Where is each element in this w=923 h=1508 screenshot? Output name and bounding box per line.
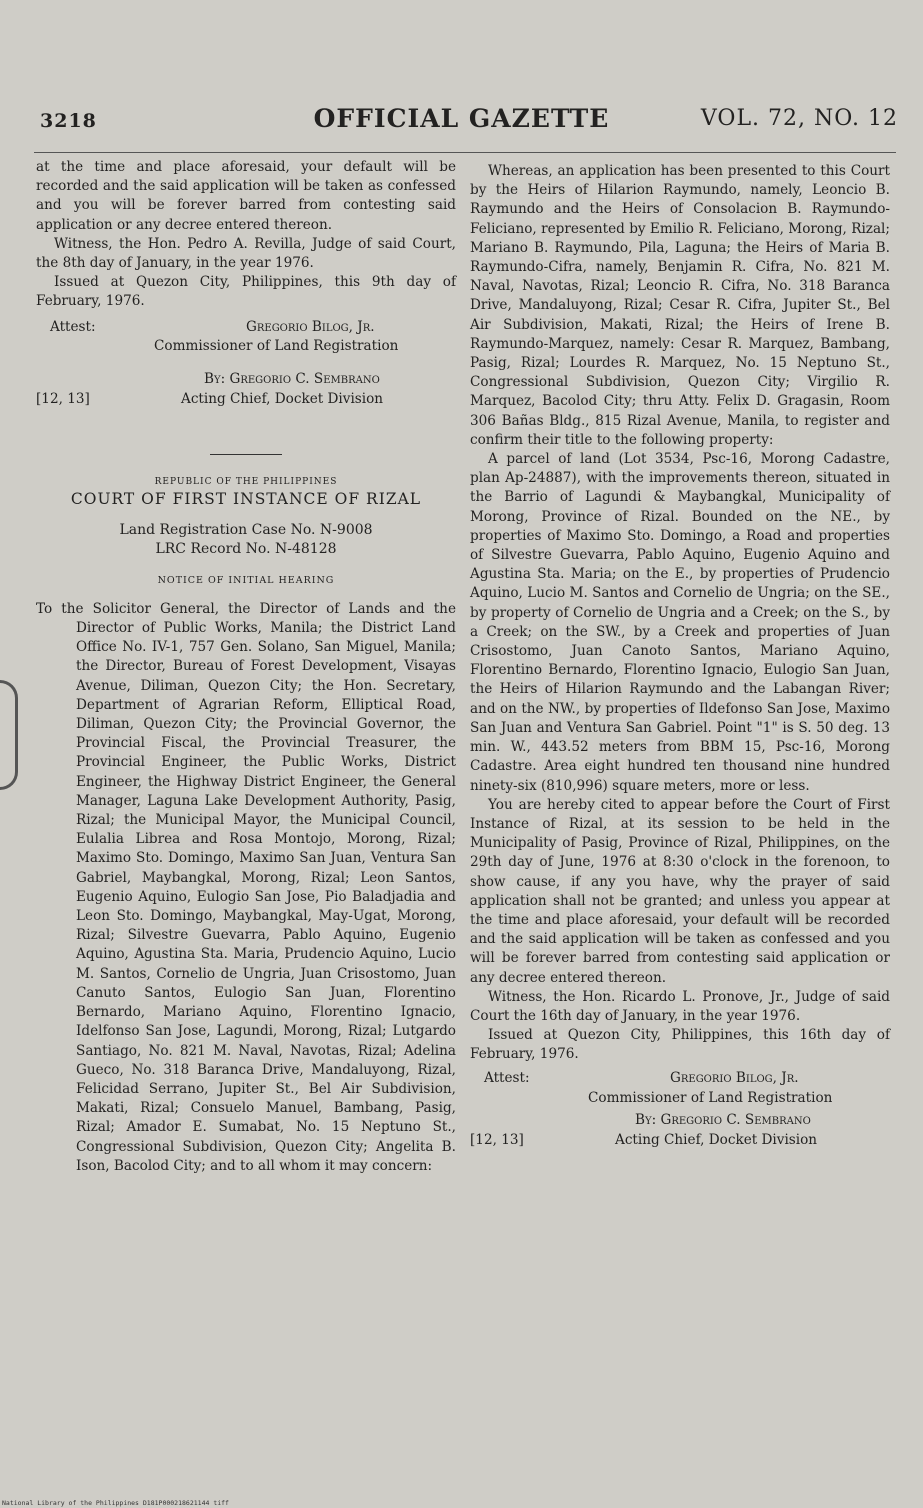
attest-label: Attest: — [50, 318, 96, 335]
cited-paragraph: You are hereby cited to appear before the Court of First Instance of Rizal, at its session to be held in the Municipality of Pasig, Province of Rizal, Philippines, on the 29th day of June, 1976 at 8:30 o'clock in the forenoon, to show cause, if any you have, why the prayer of said application shall not be granted; and unless you appear at the time and place aforesaid, your default will be recorded and the said application will be taken as confessed and you will be forever barred from contesting said application or any decree entered thereon. — [470, 796, 890, 986]
scan-footer: National Library of the Philippines D181P000218621144 tiff — [2, 1499, 229, 1507]
issued-paragraph: Issued at Quezon City, Philippines, this 9th day of February, 1976. — [36, 274, 456, 310]
whereas-paragraph: Whereas, an application has been presented to this Court by the Heirs of Hilarion Raymundo, namely, Leoncio B. Raymundo and the Heirs of Consolacion B. Raymundo-Feliciano, represented by Emilio R. Feliciano, Morong, Rizal; Mariano B. Raymundo, Pila, Laguna; the Heirs of Maria B. Raymundo-Cifra, namely, Benjamin R. Cifra, No. 821 M. Naval, Navotas, Rizal; Leoncio R. Cifra, No. 318 Baranca Drive, Mandaluyong, Rizal; Cesar R. Cifra, Jupiter St., Bel Air Subdivision, Makati, Rizal; the Heirs of Irene B. Raymundo-Marquez, namely: Cesar R. Marquez, Bambang, Pasig, Rizal; Lourdes R. Marquez, No. 15 Neptuno St., Congressional Subdivision, Quezon City; Virgilio R. Marquez, Bacolod City; thru Atty. Felix D. Gragasin, Room 306 Bañas Bldg., 815 Rizal Avenue, Manila, to register and confirm their title to the following property: — [470, 163, 890, 448]
case-number: Land Registration Case No. N-9008 — [119, 521, 373, 538]
margin-artifact — [0, 680, 18, 790]
section-divider — [210, 454, 282, 455]
issue-number: [12, 13] — [470, 1131, 524, 1148]
commissioner-title: Commissioner of Land Registration — [588, 1089, 833, 1106]
attest-block — [470, 1069, 890, 1161]
right-column — [470, 162, 890, 1161]
court-heading: COURT OF FIRST INSTANCE OF RIZAL — [70, 489, 422, 508]
commissioner-name: Gregorio Bilog, Jr. — [670, 1069, 799, 1086]
page-header — [0, 104, 923, 144]
attest-label: Attest: — [484, 1069, 530, 1086]
signer-name: By: Gregorio C. Sembrano — [635, 1111, 811, 1128]
volume-number: VOL. 72, NO. 12 — [700, 106, 898, 131]
notice-heading: NOTICE OF INITIAL HEARING — [157, 574, 335, 586]
commissioner-title: Commissioner of Land Registration — [154, 337, 399, 354]
page-number: 3218 — [40, 110, 97, 132]
signer-title: Acting Chief, Docket Division — [181, 390, 384, 407]
issue-number: [12, 13] — [36, 390, 90, 407]
signer-name: By: Gregorio C. Sembrano — [204, 370, 380, 387]
issued-paragraph: Issued at Quezon City, Philippines, this 16th day of February, 1976. — [470, 1027, 890, 1063]
addressees-paragraph: To the Solicitor General, the Director of Lands and the Director of Public Works, Manila; the District Land Office No. IV-1, 757 Gen. Solano, San Miguel, Manila; the Director, Bureau of Forest Development, Visayas Avenue, Diliman, Quezon City; the Hon. Secretary, Department of Agrarian Reform, Elliptical Road, Diliman, Quezon City; the Provincial Governor, the Provincial Fiscal, the Provincial Treasurer, the Provincial Engineer, the Public Works, District Engineer, the Highway District Engineer, the General Manager, Laguna Lake Development Authority, Pasig, Rizal; the Municipal Mayor, the Municipal Council, Eulalia Librea and Rosa Montojo, Morong, Rizal; Maximo Sto. Domingo, Maximo San Juan, Ventura San Gabriel, Maybangkal, Morong, Rizal; Leon Santos, Eugenio Aquino, Eulogio San Jose, Pio Baladjadia and Leon Sto. Domingo, Maybangkal, May-Ugat, Morong, Rizal; Silvestre Guevarra, Pablo Aquino, Eugenio Aquino, Agustina Sta. Maria, Prudencio Aquino, Lucio M. Santos, Cornelio de Ungria, Juan Crisostomo, Juan Canuto Santos, Eulogio San Juan, Florentino Bernardo, Mariano Aquino, Florentino Ignacio, Idelfonso San Jose, Lagundi, Morong, Rizal; Lutgardo Santiago, No. 821 M. Naval, Navotas, Rizal; Adelina Gueco, No. 318 Baranca Drive, Mandaluyong, Rizal, Felicidad Serrano, Jupiter St., Bel Air Subdivision, Makati, Rizal; Consuelo Manuel, Bambang, Pasig, Rizal; Amador E. Sumabat, No. 15 Neptuno St., Congressional Subdivision, Quezon City; Angelita B. Ison, Bacolod City; and to all whom it may concern: — [36, 600, 456, 1174]
witness-paragraph: Witness, the Hon. Ricardo L. Pronove, Jr., Judge of said Court the 16th day of January, in the year 1976. — [470, 988, 890, 1024]
witness-paragraph: Witness, the Hon. Pedro A. Revilla, Judge of said Court, the 8th day of January, in the year 1976. — [36, 235, 456, 272]
attest-block — [36, 318, 456, 432]
header-rule — [34, 152, 896, 153]
commissioner-name: Gregorio Bilog, Jr. — [246, 318, 375, 335]
intro-paragraph: at the time and place aforesaid, your default will be recorded and the said application will be taken as confessed and you will be forever barred from contesting said application or any decree entered thereon. — [36, 159, 456, 233]
gazette-title: OFFICIAL GAZETTE — [313, 104, 610, 133]
lrc-record: LRC Record No. N-48128 — [155, 540, 337, 557]
signer-title: Acting Chief, Docket Division — [615, 1131, 818, 1148]
left-column — [36, 158, 456, 1176]
republic-heading: REPUBLIC OF THE PHILIPPINES — [154, 476, 338, 487]
parcel-paragraph: A parcel of land (Lot 3534, Psc-16, Morong Cadastre, plan Ap-24887), with the improvements thereon, situated in the Barrio of Lagundi & Maybangkal, Municipality of Morong, Province of Rizal. Bounded on the NE., by properties of Maximo Sto. Domingo, a Road and properties of Silvestre Guevarra, Pablo Aquino, Eugenio Aquino and Agustina Sta. Maria; on the E., by properties of Prudencio Aquino, Lucio M. Santos and Cornelio de Ungria; on the SE., by property of Cornelio de Ungria and a Creek; on the S., by a Creek; on the SW., by a Creek and properties of Juan Crisostomo, Juan Canoto Santos, Mariano Aquino, Florentino Bernardo, Florentino Ignacio, Eulogio San Juan, the Heirs of Hilarion Raymundo and the Labangan River; and on the NW., by properties of Ildefonso San Jose, Maximo San Juan and Ventura San Gabriel. Point "1" is S. 50 deg. 13 min. W., 443.52 meters from BBM 15, Psc-16, Morong Cadastre. Area eight hundred ten thousand nine hundred ninety-six (810,996) square meters, more or less. — [470, 451, 890, 794]
